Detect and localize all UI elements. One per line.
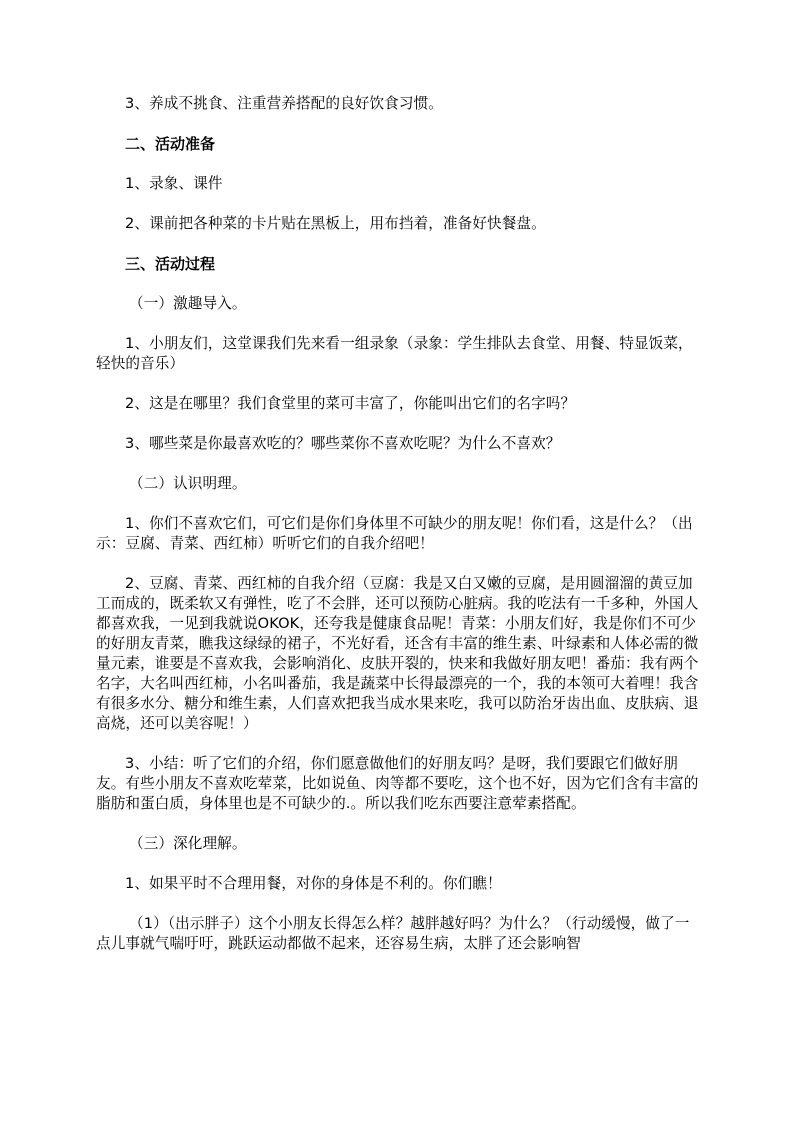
understanding-step-2: 2、豆腐、青菜、西红柿的自我介绍（豆腐：我是又白又嫩的豆腐，是用圆溜溜的黄豆加工而成的，既柔软又有弹性，吃了不会胖，还可以预防心脏病。我的吃法有一千多种，外国人都喜欢我，一见到我就说OKOK，还夸我是健康食品呢！青菜：小朋友们好，我是你们不可少的好朋友青菜，瞧我这绿绿的裙子，不光好看，还含有丰富的维生素、叶绿素和人体必需的微量元素，谁要是不喜欢我，会影响消化、皮肤开裂的，快来和我做好朋友吧！番茄：我有两个名字，大名叫西红柿，小名叫番茄，我是蔬菜中长得最漂亮的一个，我的本领可大着哩！我含有很多水分、糖分和维生素，人们喜欢把我当成水果来吃，我可以防治牙齿出血、皮肤病、退高烧，还可以美容呢！） [96, 575, 699, 732]
preparation-item-1: 1、录象、课件 [125, 175, 223, 192]
subsection-heading-deepening: （三）深化理解。 [129, 835, 247, 852]
deepening-step-1: 1、如果平时不合理用餐，对你的身体是不利的。你们瞧！ [125, 875, 502, 892]
section-heading-preparation: 二、活动准备 [125, 135, 216, 153]
intro-step-1: 1、小朋友们，这堂课我们先来看一组录象（录象：学生排队去食堂、用餐、特显饭菜，轻快的音乐） [96, 335, 693, 372]
subsection-heading-understanding: （二）认识明理。 [129, 475, 247, 492]
intro-step-2: 2、这是在哪里？我们食堂里的菜可丰富了，你能叫出它们的名字吗？ [125, 395, 576, 412]
deepening-step-1-1: （1）（出示胖子）这个小朋友长得怎么样？越胖越好吗？为什么？（行动缓慢，做了一点儿事就气喘吁吁，跳跃运动都做不起来，还容易生病，太胖了还会影响智 [96, 915, 690, 952]
subsection-heading-intro: （一）激趣导入。 [129, 295, 247, 312]
document-body [96, 94, 700, 954]
understanding-step-3: 3、小结：听了它们的介绍，你们愿意做他们的好朋友吗？是呀，我们要跟它们做好朋友。有些小朋友不喜欢吃荤菜，比如说鱼、肉等都不要吃，这个也不好，因为它们含有丰富的脂肪和蛋白质，身体里也是不可缺少的.。所以我们吃东西要注意荤素搭配。 [96, 755, 699, 812]
understanding-step-1: 1、你们不喜欢它们，可它们是你们身体里不可缺少的朋友呢！你们看，这是什么？（出示：豆腐、青菜、西红柿）听听它们的自我介绍吧！ [96, 515, 693, 552]
goal-item-3: 3、养成不挑食、注重营养搭配的良好饮食习惯。 [125, 95, 443, 112]
preparation-item-2: 2、课前把各种菜的卡片贴在黑板上，用布挡着，准备好快餐盘。 [125, 215, 546, 232]
section-heading-process: 三、活动过程 [125, 255, 216, 273]
intro-step-3: 3、哪些菜是你最喜欢吃的？哪些菜你不喜欢吃呢？为什么不喜欢？ [125, 435, 561, 452]
